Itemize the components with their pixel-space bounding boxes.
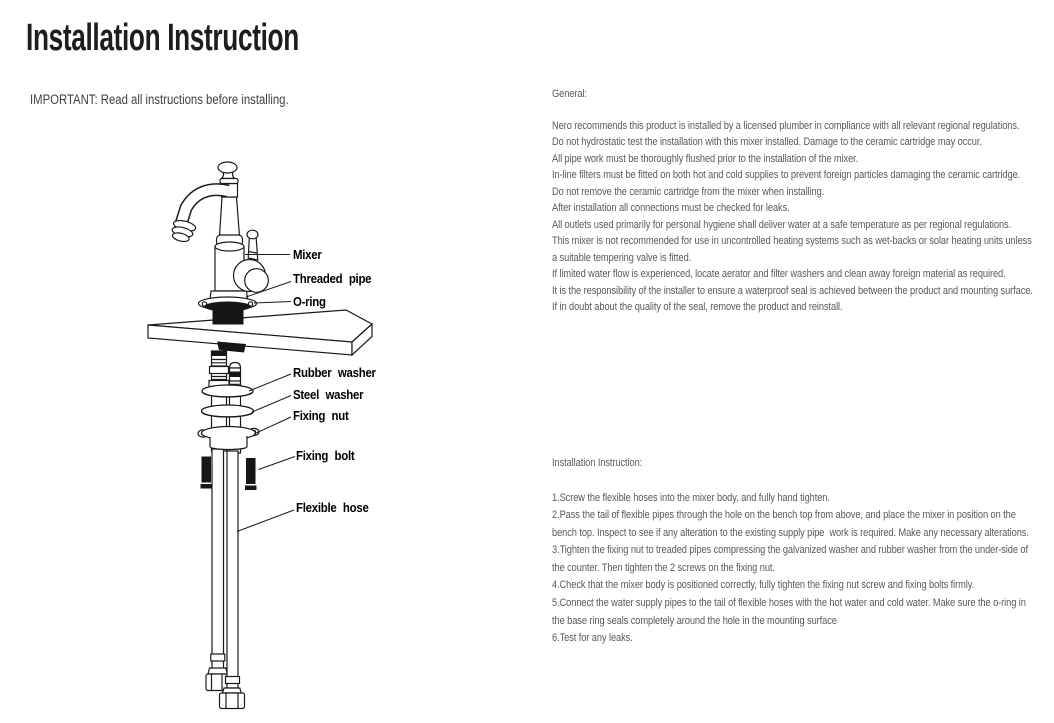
general-heading: General: bbox=[552, 88, 587, 100]
diagram-label-o-ring: O-ring bbox=[293, 294, 326, 309]
diagram-label-rubber-washer: Rubber washer bbox=[293, 365, 376, 380]
installation-step: 1.Screw the flexible hoses into the mixer body, and fully hand tighten. bbox=[552, 491, 830, 504]
rubber-washer-part bbox=[202, 385, 253, 397]
installation-step: 4.Check that the mixer body is positioned correctly, fully tighten the fixing nut screw and fixing bolts firmly. bbox=[552, 579, 975, 592]
installation-step: 6.Test for any leaks. bbox=[552, 632, 633, 645]
installation-section bbox=[552, 455, 1039, 648]
diagram-label-fixing-bolt: Fixing bolt bbox=[296, 448, 355, 463]
bench-top bbox=[148, 310, 372, 355]
diagram-label-threaded-pipe: Threaded pipe bbox=[293, 271, 372, 286]
general-item: If limited water flow is experienced, locate aerator and filter washers and clean away foreign material as required. bbox=[552, 268, 1006, 280]
diagram-label-fixing-nut: Fixing nut bbox=[293, 408, 349, 423]
general-item: All outlets used primarily for personal hygiene shall deliver water at a safe temperature as per regional regulations. bbox=[552, 218, 1012, 231]
fixing-bolt-right bbox=[245, 458, 257, 490]
general-item: All pipe work must be thoroughly flushed prior to the installation of the mixer. bbox=[552, 152, 859, 165]
installation-step: 3.Tighten the fixing nut to treaded pipes compressing the galvanized washer and rubber washer from the under-side of the counter. Then tighten the 2 screws on the fixing nut. bbox=[552, 544, 1031, 574]
general-item: This mixer is not recommended for use in uncontrolled heating systems such as wet-backs or solar heating units unless a suitable tempering valve is fitted. bbox=[552, 235, 1035, 264]
fixing-nut-part bbox=[198, 427, 259, 450]
page-title: Installation Instruction bbox=[26, 17, 299, 59]
installation-heading: Installation Instruction: bbox=[552, 457, 643, 469]
general-item: Do not hydrostatic test the installation with this mixer installed. Damage to the ceramic cartridge may occur. bbox=[552, 136, 982, 148]
general-item: It is the responsibility of the installer to ensure a waterproof seal is achieved between the product and mounting surface. If in doubt about the quality of the seal, remove the product and reinstall. bbox=[552, 284, 1036, 313]
diagram-label-steel-washer: Steel washer bbox=[293, 387, 364, 402]
diagram-label-mixer: Mixer bbox=[293, 247, 322, 262]
fixing-bolt-left bbox=[201, 457, 213, 489]
general-item: After installation all connections must be checked for leaks. bbox=[552, 202, 790, 214]
general-section bbox=[552, 86, 1039, 316]
steel-washer-part bbox=[202, 405, 254, 417]
important-note: IMPORTANT: Read all instructions before installing. bbox=[30, 92, 289, 107]
diagram-label-flexible-hose: Flexible hose bbox=[296, 500, 369, 515]
installation-step: 2.Pass the tail of flexible pipes through the hole on the bench top from above, and place the mixer in position on the bench top. Inspect to see if any alteration to the existing supply pipe work is required. Make any necessary alterations. bbox=[552, 509, 1029, 539]
general-item: Do not remove the ceramic cartridge from the mixer when installing. bbox=[552, 185, 825, 198]
mixer-body bbox=[170, 162, 269, 325]
general-item: In-line filters must be fitted on both hot and cold supplies to prevent foreign particles damaging the ceramic cartridge. bbox=[552, 169, 1021, 181]
general-item: Nero recommends this product is installed by a licensed plumber in compliance with all relevant regional regulations. bbox=[552, 119, 1020, 132]
installation-step: 5.Connect the water supply pipes to the tail of flexible hoses with the hot water and cold water. Make sure the o-ring in the base ring seals completely around the hole in the mounting surface bbox=[552, 597, 1029, 627]
